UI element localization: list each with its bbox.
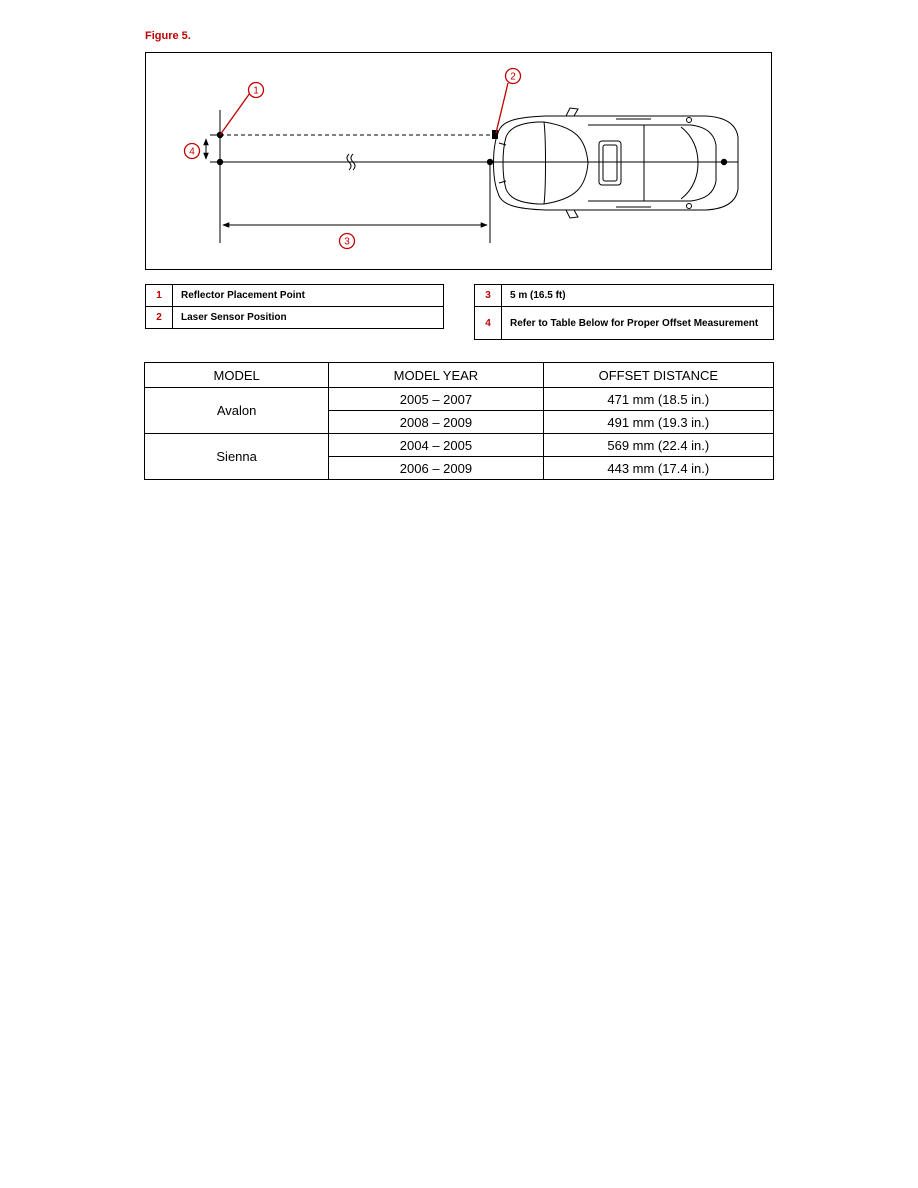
legend-table-left [145, 284, 444, 329]
legend-text: Refer to Table Below for Proper Offset Measurement [502, 307, 774, 340]
legend-row [146, 307, 444, 329]
legend-row [146, 285, 444, 307]
offset-cell: 491 mm (19.3 in.) [543, 411, 773, 434]
legend-row [475, 307, 774, 340]
offset-cell: 471 mm (18.5 in.) [543, 388, 773, 411]
callout-1-label: 1 [253, 85, 259, 97]
reflector-placement-diagram [145, 52, 772, 270]
offset-cell: 443 mm (17.4 in.) [543, 457, 773, 480]
car-front-point [487, 159, 493, 165]
figure-title: Figure 5. [145, 30, 191, 42]
legend-number: 1 [146, 285, 173, 307]
car-top-view [494, 108, 739, 218]
laser-sensor-marker [492, 130, 498, 139]
legend-number: 4 [475, 307, 502, 340]
model-cell: Avalon [145, 388, 329, 434]
legend-number: 2 [146, 307, 173, 329]
year-cell: 2008 – 2009 [329, 411, 543, 434]
diagram-svg [146, 53, 771, 269]
legend-text: Laser Sensor Position [173, 307, 444, 329]
header-offset-distance: OFFSET DISTANCE [543, 363, 773, 388]
table-row [145, 388, 774, 411]
reflector-center-point [217, 159, 223, 165]
year-cell: 2004 – 2005 [329, 434, 543, 457]
legend-number: 3 [475, 285, 502, 307]
offset-distance-table [144, 362, 774, 480]
year-cell: 2005 – 2007 [329, 388, 543, 411]
callout-2-label: 2 [510, 71, 516, 83]
legend-row [475, 285, 774, 307]
table-header-row [145, 363, 774, 388]
model-cell: Sienna [145, 434, 329, 480]
legend-text: 5 m (16.5 ft) [502, 285, 774, 307]
callout-3-label: 3 [344, 236, 350, 248]
callout-4-label: 4 [189, 146, 195, 158]
header-model-year: MODEL YEAR [329, 363, 543, 388]
legend-table-right [474, 284, 774, 340]
table-row [145, 434, 774, 457]
car-rear-point [721, 159, 727, 165]
legend-text: Reflector Placement Point [173, 285, 444, 307]
header-model: MODEL [145, 363, 329, 388]
year-cell: 2006 – 2009 [329, 457, 543, 480]
offset-cell: 569 mm (22.4 in.) [543, 434, 773, 457]
